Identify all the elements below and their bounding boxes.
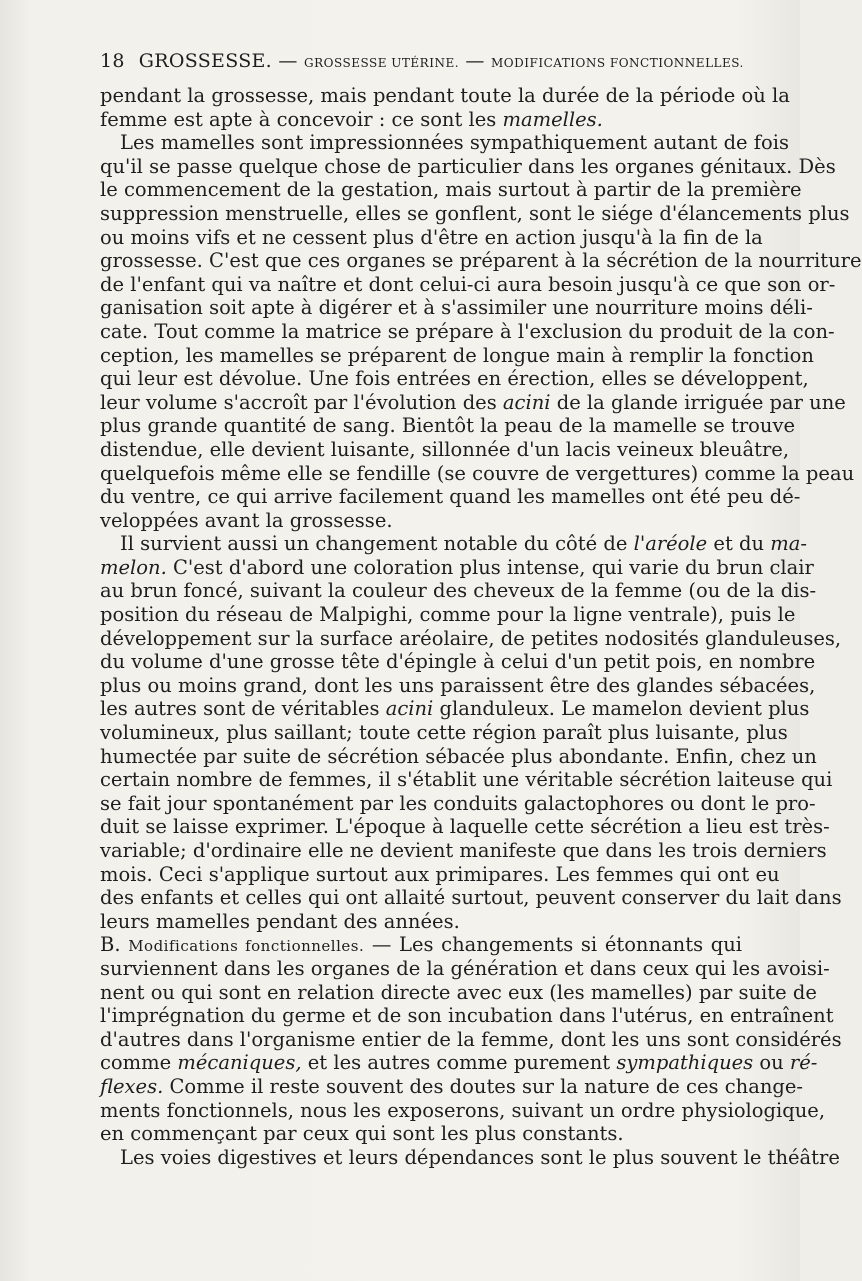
text-line: du volume d'une grosse tête d'épingle à celui d'un petit pois, en nombre [100, 650, 816, 674]
text-run: — Les changements si étonnants qui [364, 933, 742, 957]
italic-term: melon. [100, 555, 167, 579]
text-run: leur volume s'accroît par l'évolution des [100, 390, 503, 414]
italic-term: acini [502, 390, 551, 414]
text-line [100, 697, 810, 721]
text-run: ou [753, 1051, 790, 1075]
text-line: veloppées avant la grossesse. [100, 508, 393, 532]
text-line: se fait jour spontanément par les conduits galactophores ou dont le pro- [100, 791, 816, 815]
italic-term: ma- [770, 532, 807, 556]
text-run: les autres sont de véritables [100, 697, 386, 721]
text-line: volumineux, plus saillant; toute cette région paraît plus luisante, plus [100, 721, 788, 745]
text-line: de l'enfant qui va naître et dont celui-ci aura besoin jusqu'à ce que son or- [100, 272, 836, 296]
header-section: GROSSESSE UTÉRINE. [304, 56, 460, 70]
text-line: en commençant par ceux qui sont les plus constants. [100, 1122, 624, 1146]
italic-term: l'aréole [633, 532, 708, 556]
text-line: qui leur est dévolue. Une fois entrées en érection, elles se développent, [100, 367, 809, 391]
italic-term: acini [385, 697, 434, 721]
text-line: plus ou moins grand, dont les uns paraissent être des glandes sébacées, [100, 673, 816, 697]
text-line: plus grande quantité de sang. Bientôt la peau de la mamelle se trouve [100, 414, 796, 438]
text-line [100, 390, 846, 415]
text-line: mois. Ceci s'applique surtout aux primipares. Les femmes qui ont eu [100, 862, 780, 886]
text-line: du ventre, ce qui arrive facilement quand les mamelles ont été peu dé- [100, 485, 801, 509]
page-number: 18 [100, 50, 125, 72]
header-dash: — [278, 50, 298, 72]
text-line: nent ou qui sont en relation directe avec eux (les mamelles) par suite de [100, 980, 817, 1004]
section-heading: Modifications fonctionnelles. [128, 937, 365, 956]
italic-term: flexes. [100, 1074, 164, 1098]
header-subsection: MODIFICATIONS FONCTIONNELLES. [491, 56, 744, 70]
text-line: distendue, elle devient luisante, sillonnée d'un lacis veineux bleuâtre, [100, 437, 790, 461]
text-line: certain nombre de femmes, il s'établit une véritable sécrétion laiteuse qui [100, 768, 833, 792]
text-run: et les autres comme purement [301, 1051, 617, 1075]
text-line: développement sur la surface aréolaire, de petites nodosités glanduleuses, [100, 626, 842, 650]
text-line: variable; d'ordinaire elle ne devient manifeste que dans les trois derniers [100, 839, 827, 862]
text-line: ments fonctionnels, nous les exposerons, suivant un ordre physiologique, [100, 1098, 826, 1122]
text-line: au brun foncé, suivant la couleur des cheveux de la femme (ou de la dis- [100, 579, 817, 603]
text-line: qu'il se passe quelque chose de particulier dans les organes génitaux. Dès [100, 154, 836, 178]
text-line: quelquefois même elle se fendille (se couvre de vergettures) comme la peau [100, 461, 855, 485]
text-line: surviennent dans les organes de la génération et dans ceux qui les avoisi- [100, 956, 830, 980]
text-run: de la glande irriguée par une [550, 390, 846, 414]
text-line [100, 1051, 818, 1075]
text-line: ou moins vifs et ne cessent plus d'être en action jusqu'à la fin de la [100, 225, 763, 249]
header-dash: — [465, 50, 485, 72]
text-line [100, 1074, 803, 1099]
italic-term: sympathiques [616, 1051, 754, 1075]
text-line: le commencement de la gestation, mais surtout à partir de la première [100, 178, 802, 202]
text-line: suppression menstruelle, elles se gonflent, sont le siége d'élancements plus [100, 201, 850, 225]
text-line: pendant la grossesse, mais pendant toute la durée de la période où la [100, 84, 790, 107]
text-line: duit se laisse exprimer. L'époque à laquelle cette sécrétion a lieu est très- [100, 815, 830, 839]
italic-term: ré- [789, 1051, 818, 1075]
text-line [100, 555, 814, 580]
text-run: glanduleux. Le mamelon devient plus [433, 697, 810, 721]
text-line: position du réseau de Malpighi, comme pour la ligne ventrale), puis le [100, 603, 796, 627]
body-text [100, 84, 862, 1169]
header-title: GROSSESSE. [138, 50, 273, 72]
text-line: Les mamelles sont impressionnées sympathiquement autant de fois [120, 131, 789, 155]
text-line: cate. Tout comme la matrice se prépare à l'exclusion du produit de la con- [100, 319, 835, 343]
section-letter: B. [100, 933, 129, 957]
text-line: Les voies digestives et leurs dépendances sont le plus souvent le théâtre [120, 1145, 840, 1169]
text-line: humectée par suite de sécrétion sébacée plus abondante. Enfin, chez un [100, 744, 817, 768]
text-line [100, 532, 807, 556]
text-run: femme est apte à concevoir : ce sont les [100, 107, 503, 131]
text-line: ception, les mamelles se préparent de longue main à remplir la fonction [100, 343, 814, 367]
text-line: d'autres dans l'organisme entier de la femme, dont les uns sont considérés [100, 1027, 842, 1051]
text-run: et du [707, 532, 771, 556]
running-header [100, 50, 742, 72]
italic-term: mécaniques, [177, 1051, 302, 1075]
section-heading-line [100, 933, 742, 957]
text-line: leurs mamelles pendant des années. [100, 909, 460, 933]
text-line: ganisation soit apte à digérer et à s'assimiler une nourriture moins déli- [100, 296, 813, 320]
text-run: Il survient aussi un changement notable du côté de [120, 532, 634, 556]
text-run: Comme il reste souvent des doutes sur la nature de ces change- [163, 1074, 803, 1098]
text-line: l'imprégnation du germe et de son incubation dans l'utérus, en entraînent [100, 1004, 834, 1028]
text-line: grossesse. C'est que ces organes se préparent à la sécrétion de la nourriture [100, 249, 862, 273]
text-run: C'est d'abord une coloration plus intense, qui varie du brun clair [166, 555, 814, 579]
italic-term: mamelles. [502, 107, 603, 131]
text-line [100, 108, 742, 132]
text-line: des enfants et celles qui ont allaité surtout, peuvent conserver du lait dans [100, 886, 842, 910]
text-run: comme [100, 1051, 178, 1075]
